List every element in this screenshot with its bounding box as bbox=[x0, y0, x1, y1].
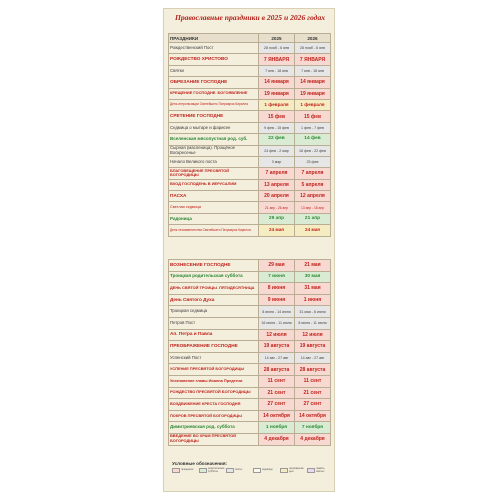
holiday-name: БЛАГОВЕЩЕНИЕ ПРЕСВЯТОЙ БОГОРОДИЦЫ bbox=[169, 168, 259, 179]
table-row bbox=[169, 202, 331, 213]
holiday-name: Сырная (масленица). Прощёное Воскресенье bbox=[169, 145, 259, 156]
column-header-2026: 2026 bbox=[295, 34, 331, 43]
holiday-name: Петров Пост bbox=[169, 317, 259, 329]
table-row bbox=[169, 213, 331, 224]
holiday-name: День интронизации Святейшего Патриарха Кирилла bbox=[169, 99, 259, 110]
holiday-name: День Святого Духа bbox=[169, 294, 259, 306]
table-row bbox=[169, 65, 331, 76]
legend-item bbox=[199, 468, 224, 474]
date-2026: 1 февраля bbox=[295, 99, 331, 110]
date-2025: 14 января bbox=[259, 77, 295, 88]
holiday-name: Троицкая седмица bbox=[169, 306, 259, 318]
date-2025: 24 мая bbox=[259, 225, 295, 236]
legend-swatch bbox=[307, 468, 315, 473]
date-2025: 28 нояб - 6 янв bbox=[259, 43, 295, 54]
holiday-name: ВОЗНЕСЕНИЕ ГОСПОДНЕ bbox=[169, 260, 259, 272]
date-2026: 14 января bbox=[295, 77, 331, 88]
date-2025: 20 апреля bbox=[259, 191, 295, 202]
calendar-sheet bbox=[163, 8, 335, 492]
holiday-name: ПАСХА bbox=[169, 191, 259, 202]
holiday-name: СРЕТЕНИЕ ГОСПОДНЕ bbox=[169, 111, 259, 122]
table-row bbox=[169, 179, 331, 190]
date-2025: 28 августа bbox=[259, 364, 295, 376]
table-row bbox=[169, 433, 331, 445]
table-row bbox=[169, 294, 331, 306]
holiday-table-top bbox=[168, 33, 331, 237]
table-row bbox=[169, 364, 331, 376]
legend-title: Условные обозначения: bbox=[172, 461, 228, 466]
column-header-holidays: ПРАЗДНИКИ bbox=[169, 34, 259, 43]
legend-label: родительские субботы bbox=[208, 467, 225, 473]
date-2025: 21 апр - 26 апр bbox=[259, 202, 295, 213]
legend-item bbox=[172, 468, 197, 474]
legend-label: память святых bbox=[316, 467, 325, 473]
date-2025: 13 апреля bbox=[259, 179, 295, 190]
table-row bbox=[169, 99, 331, 110]
date-2026: 16 фев - 22 фев bbox=[295, 145, 331, 156]
legend-label: праздники bbox=[181, 468, 194, 472]
date-2026: 28 нояб - 6 янв bbox=[295, 43, 331, 54]
legend-item bbox=[280, 468, 305, 474]
date-2026: 21 мая bbox=[295, 260, 331, 272]
holiday-name: РОЖДЕСТВО ПРЕСВЯТОЙ БОГОРОДИЦЫ bbox=[169, 387, 259, 399]
table-row bbox=[169, 422, 331, 434]
legend bbox=[172, 468, 332, 474]
date-2026: 1 фев - 7 фев bbox=[295, 122, 331, 133]
date-2026: 7 ноября bbox=[295, 422, 331, 434]
table-row bbox=[169, 375, 331, 387]
date-2026: 8 июня - 11 июля bbox=[295, 317, 331, 329]
date-2025: 8 июня - 14 июня bbox=[259, 306, 295, 318]
date-2025: 7 апреля bbox=[259, 168, 295, 179]
date-2025: 14 октября bbox=[259, 410, 295, 422]
holiday-name: Святки bbox=[169, 65, 259, 76]
table-row bbox=[169, 77, 331, 88]
date-2025: 27 сент bbox=[259, 399, 295, 411]
legend-label: седмицы bbox=[262, 468, 273, 472]
holiday-name: ВОЗДВИЖЕНИЕ КРЕСТА ГОСПОДНЯ bbox=[169, 399, 259, 411]
table-row bbox=[169, 306, 331, 318]
holiday-name: Светлая седмица bbox=[169, 202, 259, 213]
legend-item bbox=[226, 468, 251, 474]
table-header-row bbox=[169, 34, 331, 43]
table-row bbox=[169, 111, 331, 122]
holiday-name: День тезоименитства Святейшего Патриарха Кирилла bbox=[169, 225, 259, 236]
table-row bbox=[169, 283, 331, 295]
date-2025: 12 июля bbox=[259, 329, 295, 341]
date-2026: 19 августа bbox=[295, 341, 331, 353]
date-2025: 29 апр bbox=[259, 213, 295, 224]
holiday-name: Димитриевская род. суббота bbox=[169, 422, 259, 434]
table-row bbox=[169, 191, 331, 202]
date-2026: 7 янв - 18 янв bbox=[295, 65, 331, 76]
holiday-name: Рождественский Пост bbox=[169, 43, 259, 54]
legend-label: посты bbox=[235, 468, 243, 472]
holiday-name: ПОКРОВ ПРЕСВЯТОЙ БОГОРОДИЦЫ bbox=[169, 410, 259, 422]
date-2025: 19 августа bbox=[259, 341, 295, 353]
holiday-name: Седмица о мытаре и фарисее bbox=[169, 122, 259, 133]
legend-swatch bbox=[199, 468, 207, 473]
holiday-name: ВХОД ГОСПОДЕНЬ В ИЕРУСАЛИМ bbox=[169, 179, 259, 190]
date-2025: 21 сент bbox=[259, 387, 295, 399]
table-row bbox=[169, 341, 331, 353]
date-2026: 28 августа bbox=[295, 364, 331, 376]
holiday-name: Успенский Пост bbox=[169, 352, 259, 364]
date-2026: 7 ЯНВАРЯ bbox=[295, 54, 331, 65]
holiday-name: ПРЕОБРАЖЕНИЕ ГОСПОДНЕ bbox=[169, 341, 259, 353]
holiday-name: Усекновение главы Иоанна Предтечи bbox=[169, 375, 259, 387]
date-2025: 16 июня - 11 июля bbox=[259, 317, 295, 329]
table-row bbox=[169, 145, 331, 156]
date-2025: 7 ЯНВАРЯ bbox=[259, 54, 295, 65]
holiday-name: КРЕЩЕНИЕ ГОСПОДНЕ. БОГОЯВЛЕНИЕ bbox=[169, 88, 259, 99]
date-2025: 9 фев - 15 фев bbox=[259, 122, 295, 133]
date-2025: 3 мар bbox=[259, 156, 295, 167]
date-2025: 15 фев bbox=[259, 111, 295, 122]
date-2025: 4 декабря bbox=[259, 433, 295, 445]
date-2026: 13 апр - 18 апр bbox=[295, 202, 331, 213]
date-2026: 15 фев bbox=[295, 111, 331, 122]
table-row bbox=[169, 122, 331, 133]
table-row bbox=[169, 225, 331, 236]
table-row bbox=[169, 134, 331, 145]
table-row bbox=[169, 168, 331, 179]
holiday-name: УСПЕНИЕ ПРЕСВЯТОЙ БОГОРОДИЦЫ bbox=[169, 364, 259, 376]
date-2025: 11 сент bbox=[259, 375, 295, 387]
table-row bbox=[169, 399, 331, 411]
date-2026: 12 апреля bbox=[295, 191, 331, 202]
legend-swatch bbox=[280, 468, 288, 473]
date-2025: 1 февраля bbox=[259, 99, 295, 110]
date-2025: 7 янв - 18 янв bbox=[259, 65, 295, 76]
date-2026: 12 июля bbox=[295, 329, 331, 341]
date-2026: 4 декабря bbox=[295, 433, 331, 445]
legend-swatch bbox=[226, 468, 234, 473]
holiday-name: РОЖДЕСТВО ХРИСТОВО bbox=[169, 54, 259, 65]
holiday-name: Радоница bbox=[169, 213, 259, 224]
holiday-name: Вселенская мясопустная род. суб. bbox=[169, 134, 259, 145]
date-2025: 29 мая bbox=[259, 260, 295, 272]
date-2025: 8 июня bbox=[259, 283, 295, 295]
column-header-2025: 2025 bbox=[259, 34, 295, 43]
date-2026: 24 мая bbox=[295, 225, 331, 236]
date-2026: 1 июня bbox=[295, 294, 331, 306]
legend-label: патриаршие дни bbox=[289, 467, 304, 473]
holiday-name: Ап. Петра и Павла bbox=[169, 329, 259, 341]
page-title: Православные праздники в 2025 и 2026 годах bbox=[174, 13, 326, 22]
date-2026: 27 сент bbox=[295, 399, 331, 411]
date-2026: 5 апреля bbox=[295, 179, 331, 190]
holiday-name: Начало Великого поста bbox=[169, 156, 259, 167]
holiday-table-bottom bbox=[168, 259, 331, 446]
holiday-name: ВВЕДЕНИЕ ВО ХРАМ ПРЕСВЯТОЙ БОГОРОДИЦЫ bbox=[169, 433, 259, 445]
date-2026: 21 апр bbox=[295, 213, 331, 224]
legend-swatch bbox=[172, 468, 180, 473]
date-2026: 14 фев bbox=[295, 134, 331, 145]
legend-swatch bbox=[253, 468, 261, 473]
date-2026: 31 мая bbox=[295, 283, 331, 295]
table-row bbox=[169, 271, 331, 283]
date-2025: 9 июня bbox=[259, 294, 295, 306]
table-row bbox=[169, 156, 331, 167]
date-2026: 30 мая bbox=[295, 271, 331, 283]
date-2026: 7 апреля bbox=[295, 168, 331, 179]
legend-item bbox=[253, 468, 278, 474]
holiday-name: Троицкая родительская суббота bbox=[169, 271, 259, 283]
date-2026: 11 сент bbox=[295, 375, 331, 387]
legend-item bbox=[307, 468, 332, 474]
date-2026: 31 мая - 6 июня bbox=[295, 306, 331, 318]
holiday-name: ДЕНЬ СВЯТОЙ ТРОИЦЫ. ПЯТИДЕСЯТНИЦА bbox=[169, 283, 259, 295]
date-2025: 14 авг - 27 авг bbox=[259, 352, 295, 364]
date-2025: 1 ноября bbox=[259, 422, 295, 434]
table-row bbox=[169, 260, 331, 272]
date-2025: 19 января bbox=[259, 88, 295, 99]
date-2026: 23 фев bbox=[295, 156, 331, 167]
date-2026: 14 авг - 27 авг bbox=[295, 352, 331, 364]
table-row bbox=[169, 410, 331, 422]
date-2025: 22 фев bbox=[259, 134, 295, 145]
table-row bbox=[169, 329, 331, 341]
table-row bbox=[169, 43, 331, 54]
table-row bbox=[169, 54, 331, 65]
date-2026: 19 января bbox=[295, 88, 331, 99]
date-2026: 21 сент bbox=[295, 387, 331, 399]
table-row bbox=[169, 387, 331, 399]
holiday-name: ОБРЕЗАНИЕ ГОСПОДНЕ bbox=[169, 77, 259, 88]
date-2025: 7 июня bbox=[259, 271, 295, 283]
table-row bbox=[169, 352, 331, 364]
table-row bbox=[169, 317, 331, 329]
table-row bbox=[169, 88, 331, 99]
date-2026: 14 октября bbox=[295, 410, 331, 422]
date-2025: 24 фев - 2 мар bbox=[259, 145, 295, 156]
